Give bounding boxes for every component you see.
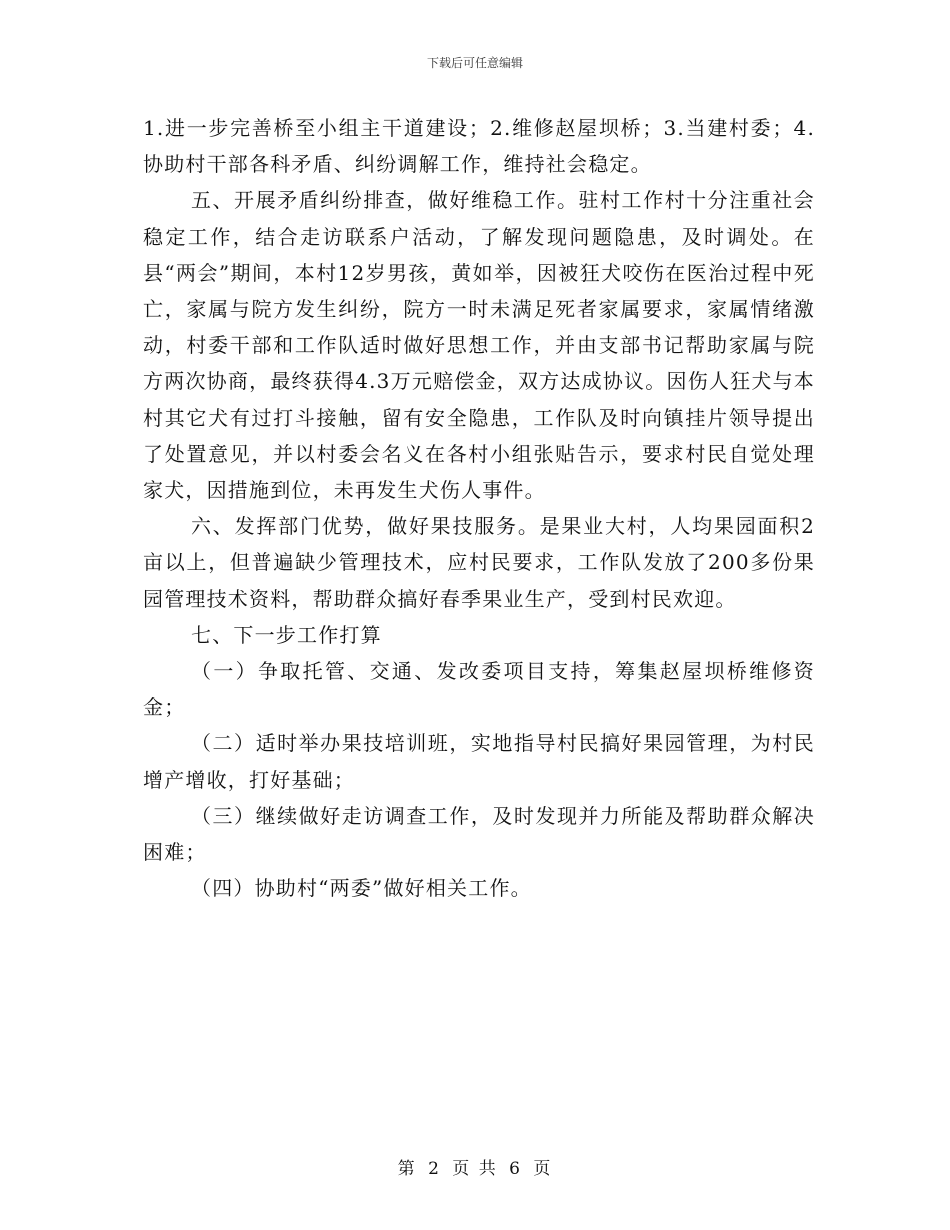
footer-suffix: 页 [533,1159,553,1179]
next-step-item-4: （四）协助村“两委”做好相关工作。 [191,876,532,901]
footer-current-page: 2 [428,1159,441,1179]
page-footer [0,1154,950,1179]
footer-middle: 页 共 [452,1159,498,1179]
section-heading-next-steps: 七、下一步工作打算 [191,622,382,647]
next-step-item-3: （三）继续做好走访调查工作，及时发现并力所能及帮助群众解决困难； [143,803,815,865]
page-header-note: 下载后可任意编辑 [426,56,523,70]
footer-total-pages: 6 [509,1159,522,1179]
paragraph-fruit-tech-service: 六、发挥部门优势，做好果技服务。是果业大村，人均果园面积2亩以上，但普遍缺少管理技术，应村民要求，工作队发放了200多份果园管理技术资料，帮助群众搞好春季果业生产，受到村民欢迎。 [143,514,815,611]
next-step-item-2: （二）适时举办果技培训班，实地指导村民搞好果园管理，为村民增产增收，打好基础； [143,731,815,792]
paragraph-construction-tasks: 1.进一步完善桥至小组主干道建设；2.维修赵屋坝桥；3.当建村委；4.协助村干部各科矛盾、纠纷调解工作，维持社会稳定。 [143,116,815,177]
footer-prefix: 第 [397,1159,417,1179]
document-body [143,110,815,906]
next-step-item-1: （一）争取托管、交通、发改委项目支持，筹集赵屋坝桥维修资金； [143,659,815,720]
paragraph-dispute-resolution: 五、开展矛盾纠纷排查，做好维稳工作。驻村工作村十分注重社会稳定工作，结合走访联系户活动，了解发现问题隐患，及时调处。在县“两会”期间，本村12岁男孩，黄如举，因被狂犬咬伤在医治过程中死亡，家属与院方发生纠纷，院方一时未满足死者家属要求，家属情绪激动，村委干部和工作队适时做好思想工作，并由支部书记帮助家属与院方两次协商，最终获得4.3万元赔偿金，双方达成协议。因伤人狂犬与本村其它犬有过打斗接触，留有安全隐患，工作队及时向镇挂片领导提出了处置意见，并以村委会名义在各村小组张贴告示，要求村民自觉处理家犬，因措施到位，未再发生犬伤人事件。 [143,188,815,503]
